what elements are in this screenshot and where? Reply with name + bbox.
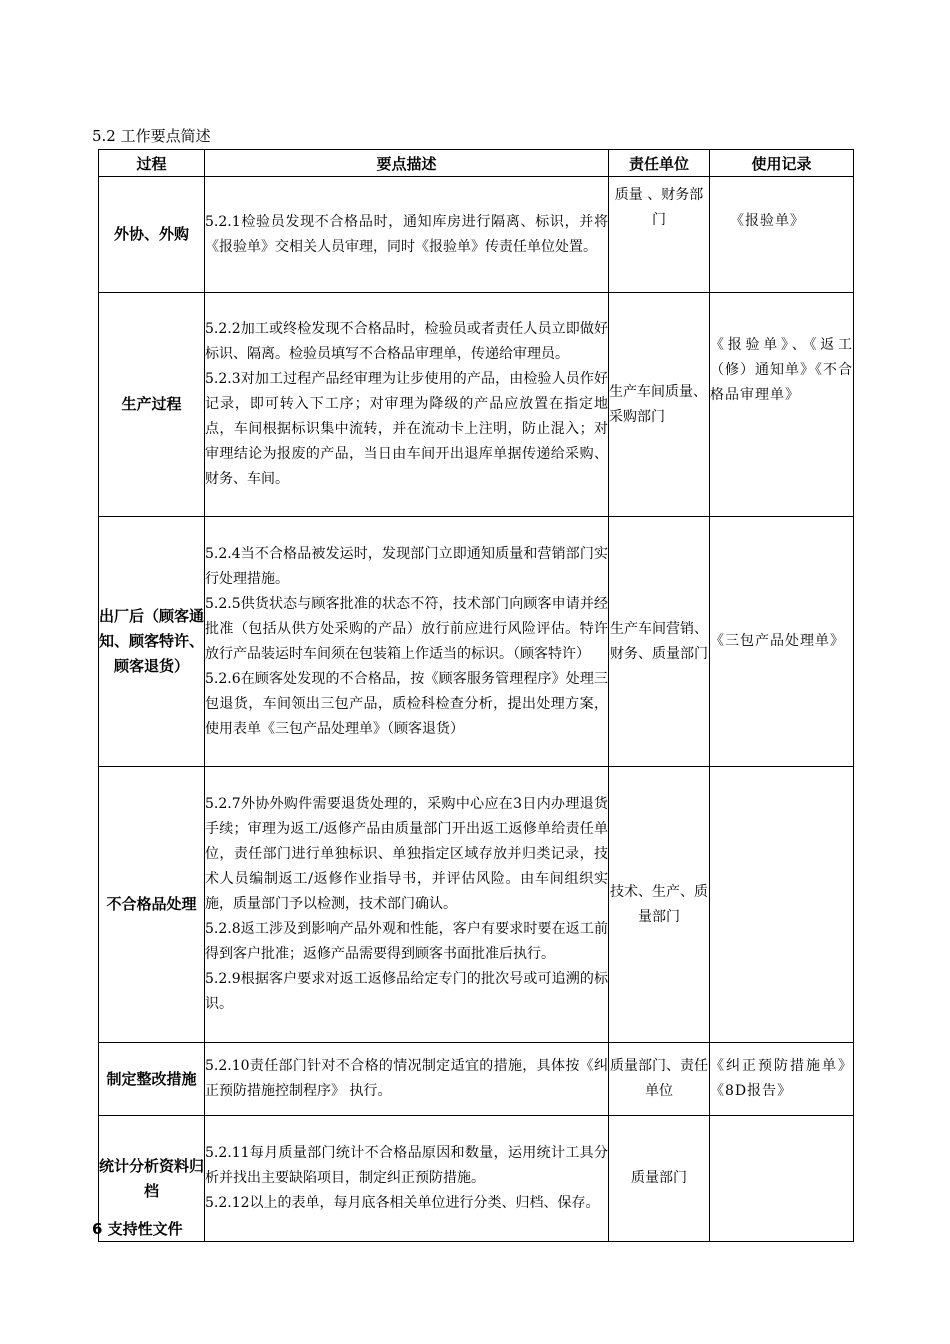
description-paragraph: 5.2.2加工或终检发现不合格品时，检验员或者责任人员立即做好标识、隔离。检验员填写不合格品审理单，传递给审理员。: [205, 321, 608, 362]
description-paragraph: 5.2.5供货状态与顾客批准的状态不符，技术部门向顾客申请并经批准（包括从供方处采购的产品）放行前应进行风险评估。特许放行产品装运时车间须在包装箱上作适当的标识。（顾客特许）: [205, 595, 608, 662]
unit-text: 技术、生产、质量部门: [610, 883, 708, 925]
description-cell: [205, 1043, 609, 1116]
table-row: [99, 293, 854, 517]
table-header-row: [99, 150, 854, 177]
next-section-title: 6 支持性文件: [92, 1220, 183, 1238]
description-cell: [205, 177, 609, 293]
unit-cell: [609, 767, 710, 1043]
description-paragraph: 5.2.9根据客户要求对返工返修品给定专门的批次号或可追溯的标识。: [205, 971, 608, 1012]
unit-text: 质量部门、责任单位: [610, 1058, 708, 1099]
work-points-table: [98, 149, 854, 1242]
unit-text: 质量 、财务部门: [614, 187, 704, 228]
header-process: 过程: [99, 150, 205, 177]
header-responsible-unit: 责任单位: [609, 150, 710, 177]
record-cell: [710, 1116, 854, 1242]
unit-cell: [609, 177, 710, 293]
unit-text: 生产车间质量、采购部门: [609, 383, 707, 425]
process-cell: 统计分析资料归档: [99, 1116, 205, 1242]
unit-text: 质量部门: [631, 1170, 687, 1186]
table-row: [99, 177, 854, 293]
unit-cell: [609, 1043, 710, 1116]
description-paragraph: 5.2.10责任部门针对不合格的情况制定适宜的措施，具体按《纠正预防措施控制程序》 执行。: [205, 1058, 608, 1099]
description-paragraph: 5.2.6在顾客处发现的不合格品，按《顾客服务管理程序》处理三包退货，车间领出三包产品，质检科检查分析，提出处理方案，使用表单《三包产品处理单》（顾客退货）: [205, 670, 608, 737]
record-text: 《报验单》、《返工（修）通知单》《不合格品审理单》: [710, 337, 853, 403]
description-paragraph: 5.2.8返工涉及到影响产品外观和性能，客户有要求时要在返工前得到客户批准；返修产品需要得到顾客书面批准后执行。: [205, 921, 608, 962]
description-paragraph: 5.2.11每月质量部门统计不合格品原因和数量，运用统计工具分析并找出主要缺陷项目，制定纠正预防措施。: [205, 1145, 608, 1186]
table-row: [99, 1043, 854, 1116]
description-paragraph: 5.2.3对加工过程产品经审理为让步使用的产品，由检验人员作好记录，即可转入下工序；对审理为降级的产品应放置在指定地点，车间根据标识集中流转，并在流动卡上注明，防止混入；对审理结论为报废的产品，当日由车间开出退库单据传递给采购、财务、车间。: [205, 371, 608, 487]
record-cell: [710, 767, 854, 1043]
header-record: 使用记录: [710, 150, 854, 177]
record-cell: [710, 293, 854, 517]
description-cell: [205, 293, 609, 517]
table-row: [99, 1116, 854, 1242]
description-paragraph: 5.2.4当不合格品被发运时，发现部门立即通知质量和营销部门实行处理措施。: [205, 545, 608, 587]
record-cell: [710, 1043, 854, 1116]
table-row: [99, 517, 854, 767]
unit-cell: [609, 1116, 710, 1242]
description-paragraph: 5.2.12以上的表单，每月底各相关单位进行分类、归档、保存。: [205, 1195, 600, 1211]
description-cell: [205, 767, 609, 1043]
description-cell: [205, 1116, 609, 1242]
description-cell: [205, 517, 609, 767]
record-text: 《报验单》: [730, 213, 805, 229]
process-cell: 出厂后（顾客通知、顾客特许、顾客退货）: [99, 517, 205, 767]
unit-cell: [609, 293, 710, 517]
description-paragraph: 5.2.7外协外购件需要退货处理的，采购中心应在3日内办理退货手续；审理为返工/返修产品由质量部门开出返工返修单给责任单位，责任部门进行单独标识、单独指定区域存放并归类记录，技术人员编制返工/返修作业指导书，并评估风险。由车间组织实施，质量部门予以检测，技术部门确认。: [205, 796, 608, 912]
description-paragraph: 5.2.1检验员发现不合格品时，通知库房进行隔离、标识，并将《报验单》交相关人员审理，同时《报验单》传责任单位处置。: [205, 213, 608, 255]
record-cell: [710, 177, 854, 293]
process-cell: 不合格品处理: [99, 767, 205, 1043]
header-description: 要点描述: [205, 150, 609, 177]
section-title: 5.2 工作要点简述: [92, 127, 211, 145]
unit-text: 生产车间营销、财务、质量部门: [610, 620, 708, 662]
record-cell: [710, 517, 854, 767]
process-cell: 制定整改措施: [99, 1043, 205, 1116]
unit-cell: [609, 517, 710, 767]
process-cell: 生产过程: [99, 293, 205, 517]
record-text: 《三包产品处理单》: [710, 633, 845, 649]
table-row: [99, 767, 854, 1043]
process-cell: 外协、外购: [99, 177, 205, 293]
record-text: 《纠正预防措施单》 《8D报告》: [710, 1058, 853, 1099]
